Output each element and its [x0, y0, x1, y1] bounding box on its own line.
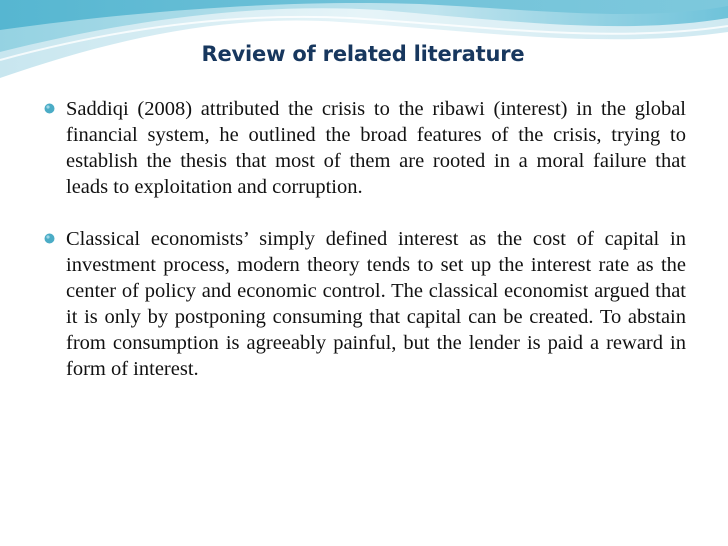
bullet-text-1: Saddiqi (2008) attributed the crisis to the ribawi (interest) in the global financial system, he outlined the broad features of the crisis, trying to establish the thesis that most of them are rooted in a moral failure that leads to exploitation and corruption. [66, 98, 686, 198]
bullet-item-1 [42, 96, 686, 200]
bullet-icon [44, 233, 55, 244]
bullet-list [42, 96, 686, 382]
slide-title-text: Review of related literature [201, 42, 525, 66]
bullet-text-2: Classical economists’ simply defined interest as the cost of capital in investment process, modern theory tends to set up the interest rate as the center of policy and economic control. The classical economist argued that it is only by postponing consuming that capital can be created. To abstain from consumption is agreeably painful, but the lender is paid a reward in form of interest. [66, 228, 686, 380]
slide-title [0, 42, 728, 66]
bullet-icon [44, 103, 55, 114]
bullet-item-2 [42, 226, 686, 382]
